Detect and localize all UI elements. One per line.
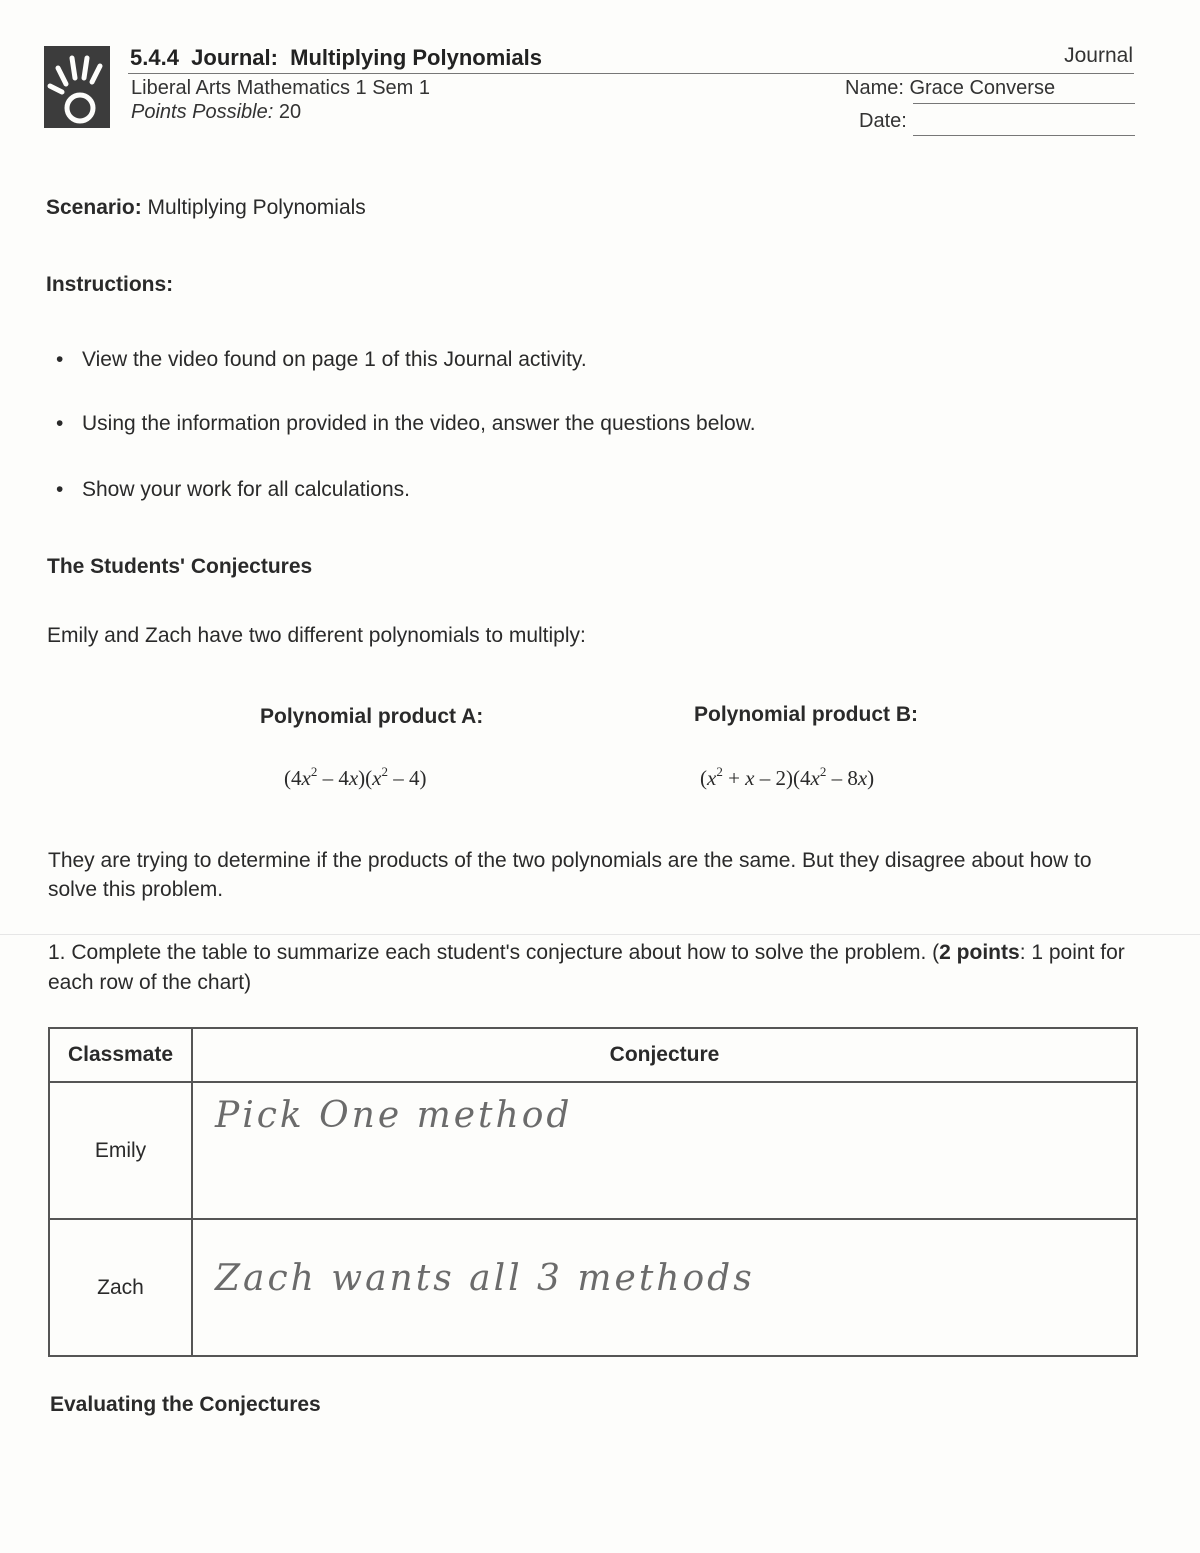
table-row <box>49 1219 1137 1356</box>
name-underline <box>913 103 1135 104</box>
scenario-text: Multiplying Polynomials <box>147 196 366 219</box>
instructions-heading: Instructions: <box>46 273 174 296</box>
conjectures-paragraph: They are trying to determine if the products of the two polynomials are the same. But they disagree about how to solve this problem. <box>48 849 1092 901</box>
handwritten-answer: Zach wants all 3 methods <box>215 1258 755 1299</box>
table-header-row <box>49 1028 1137 1082</box>
instruction-item <box>56 348 587 372</box>
activity-type-label: Journal <box>1064 44 1133 67</box>
name-label: Name: <box>845 77 904 99</box>
logo <box>44 46 110 128</box>
product-a-heading: Polynomial product A: <box>260 705 484 728</box>
instruction-text: Show your work for all calculations. <box>82 478 410 501</box>
conjectures-intro: Emily and Zach have two different polynomials to multiply: <box>47 624 586 647</box>
name-field[interactable]: Grace Converse <box>909 77 1056 99</box>
instruction-item <box>56 412 756 436</box>
product-b-heading: Polynomial product B: <box>694 703 919 726</box>
instruction-text: Using the information provided in the video, answer the questions below. <box>82 412 756 435</box>
scenario-label: Scenario: <box>46 196 142 219</box>
classmate-cell: Zach <box>49 1219 192 1356</box>
bullet-icon: • <box>56 348 64 371</box>
date-label: Date: <box>859 110 907 132</box>
column-header-classmate: Classmate <box>49 1028 192 1082</box>
page-title: 5.4.4 Journal: Multiplying Polynomials <box>130 45 542 70</box>
evaluating-heading: Evaluating the Conjectures <box>50 1393 321 1416</box>
points-value: 20 <box>278 101 302 123</box>
bullet-icon: • <box>56 478 64 501</box>
table-row <box>49 1082 1137 1219</box>
handwritten-answer: Pick One method <box>215 1095 573 1136</box>
instruction-item <box>56 478 410 502</box>
points-possible <box>131 101 301 124</box>
date-field[interactable] <box>913 135 1135 136</box>
conjecture-answer-cell[interactable] <box>192 1082 1137 1219</box>
scan-seam <box>0 934 1200 935</box>
product-b-expression: $(x^2 + x - 2)(4x^2 - 8x)$ <box>700 764 875 790</box>
question-1: 1. Complete the table to summarize each student's conjecture about how to solve the problem. (2 points: 1 point for each row of the chart) <box>48 941 1125 994</box>
instruction-text: View the video found on page 1 of this Journal activity. <box>82 348 587 371</box>
conjectures-heading: The Students' Conjectures <box>47 555 313 578</box>
course-name: Liberal Arts Mathematics 1 Sem 1 <box>131 77 431 99</box>
classmate-cell: Emily <box>49 1082 192 1219</box>
conjecture-table <box>48 1027 1138 1357</box>
column-header-conjecture: Conjecture <box>192 1028 1137 1082</box>
name-row <box>845 77 1055 100</box>
header-rule <box>128 73 1134 74</box>
points-label: Points Possible: <box>131 101 274 123</box>
conjecture-answer-cell[interactable] <box>192 1219 1137 1356</box>
bullet-icon: • <box>56 412 64 435</box>
product-a-expression: $(4x^2 - 4x)(x^2 - 4)$ <box>284 764 427 790</box>
scenario <box>46 196 366 220</box>
